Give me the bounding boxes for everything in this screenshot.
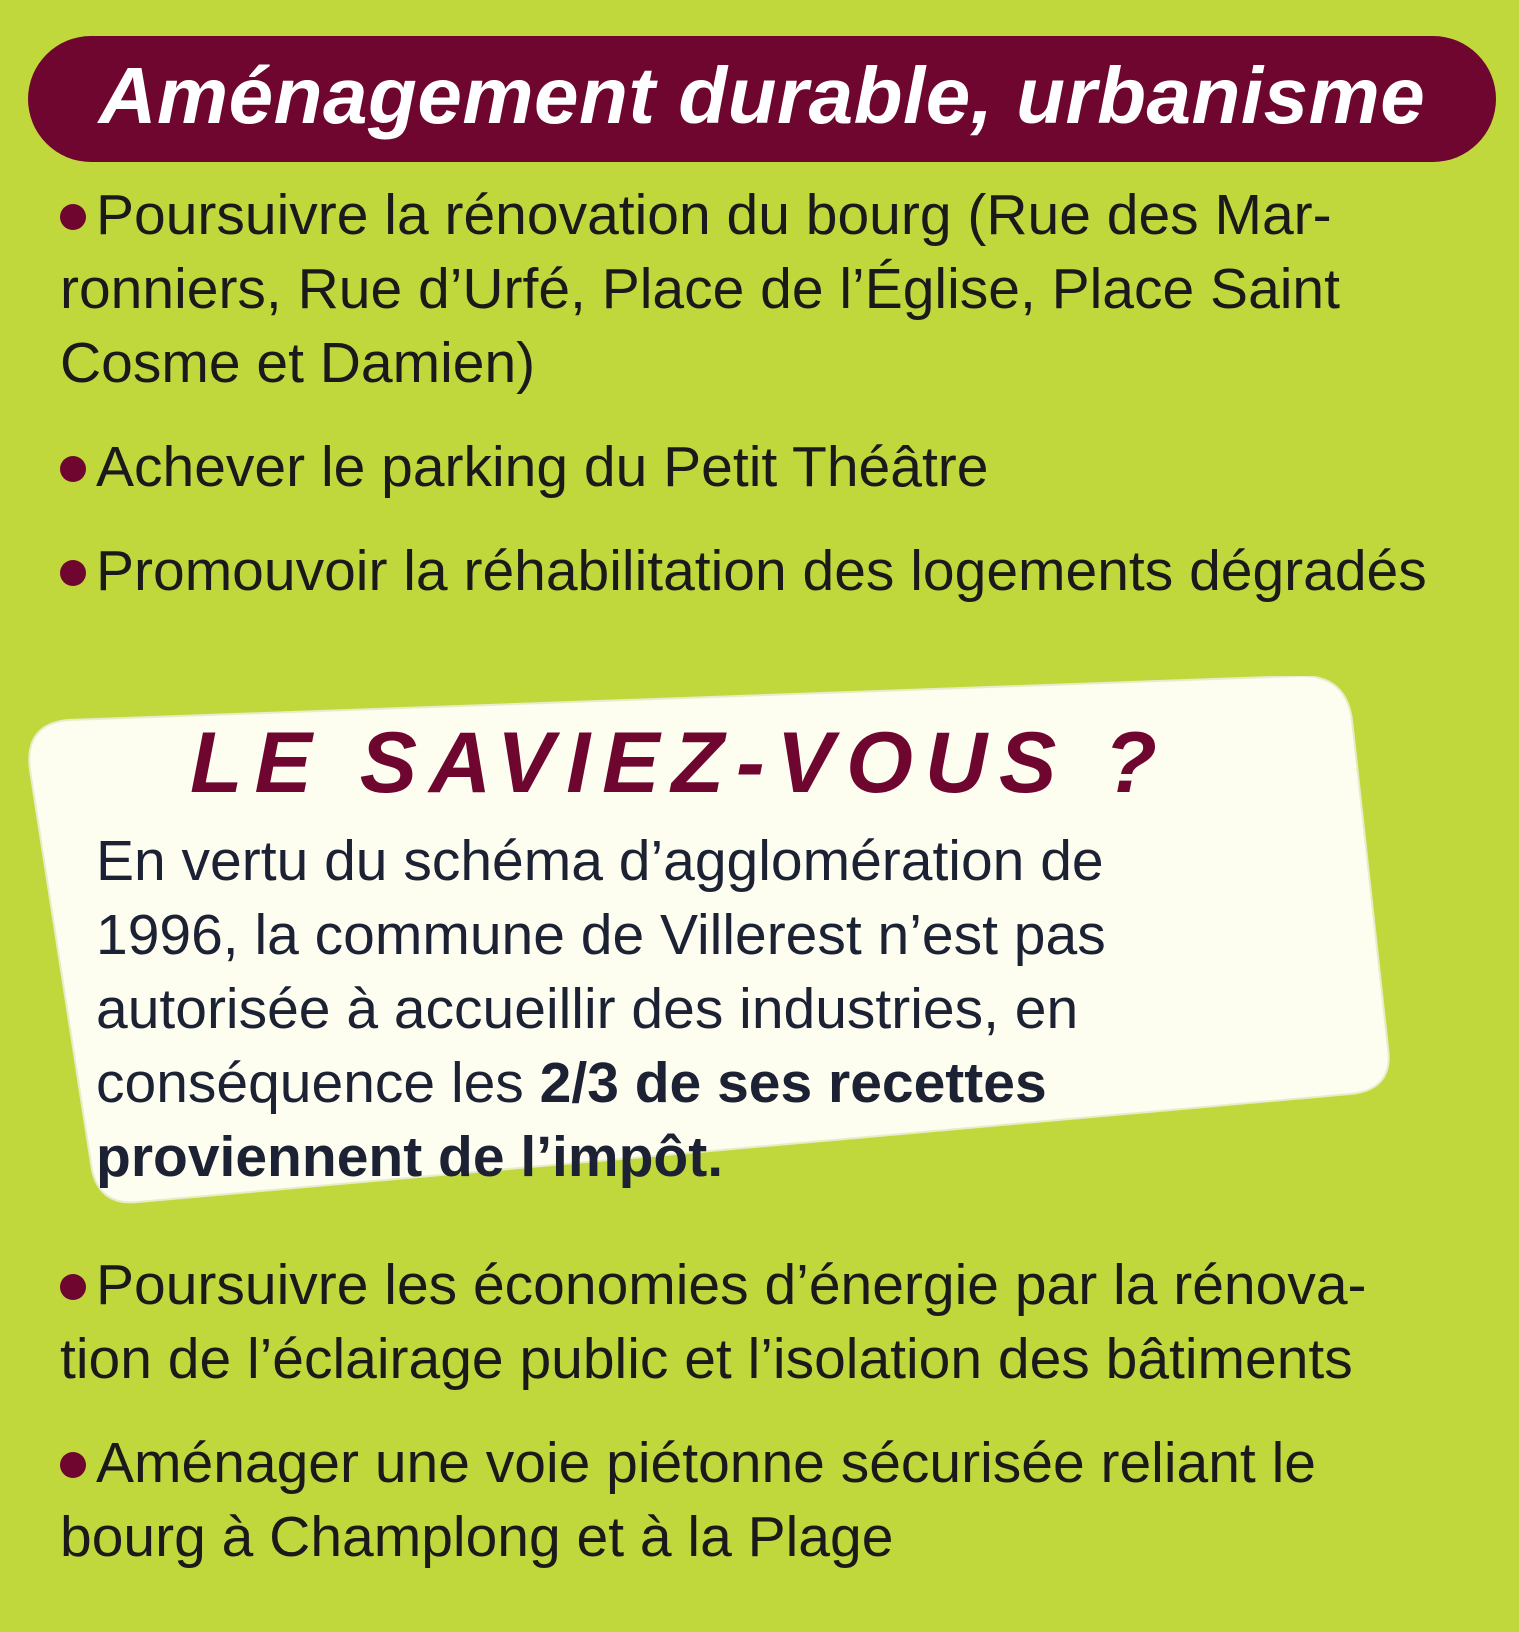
- bullet-item-voie-pietonne: [60, 1426, 1470, 1574]
- bullet-line: tion de l’éclairage public et l’isolation des bâtiments: [60, 1327, 1353, 1391]
- info-line: [96, 1120, 1396, 1194]
- bullet-line: Poursuivre la rénovation du bourg (Rue des Mar-: [60, 178, 1470, 252]
- info-line: 1996, la commune de Villerest n’est pas: [96, 903, 1106, 967]
- info-line: En vertu du schéma d’agglomération de: [96, 829, 1104, 893]
- info-emphasis: proviennent de l’impôt.: [96, 1125, 724, 1189]
- bullet-line: Promouvoir la réhabilitation des logements dégradés: [60, 534, 1470, 608]
- bullet-line: Poursuivre les économies d’énergie par la rénova-: [60, 1248, 1470, 1322]
- bullet-dot-icon: [60, 456, 86, 482]
- bullet-item-parking: [60, 430, 1470, 504]
- bullet-line: Aménager une voie piétonne sécurisée reliant le: [60, 1426, 1470, 1500]
- bullet-line: Achever le parking du Petit Théâtre: [60, 430, 1470, 504]
- bullet-dot-icon: [60, 204, 86, 230]
- info-line: autorisée à accueillir des industries, en: [96, 977, 1079, 1041]
- info-line: conséquence les 2/3 de ses recettes: [96, 1051, 1047, 1115]
- bullet-dot-icon: [60, 1274, 86, 1300]
- bullet-item-renovation: [60, 178, 1470, 400]
- page-title: Aménagement durable, urbanisme: [98, 51, 1426, 140]
- bullet-line: bourg à Champlong et à la Plage: [60, 1505, 894, 1569]
- bullet-item-logements: [60, 534, 1470, 608]
- info-emphasis: 2/3 de ses recettes: [539, 1051, 1047, 1115]
- bullet-line: Cosme et Damien): [60, 331, 536, 395]
- bullet-line: ronniers, Rue d’Urfé, Place de l’Église, Place Saint: [60, 257, 1340, 321]
- bullet-dot-icon: [60, 560, 86, 586]
- info-heading: LE SAVIEZ-VOUS ?: [190, 715, 1169, 811]
- title-banner: [28, 36, 1496, 162]
- bullet-item-energie: [60, 1248, 1470, 1396]
- bullet-dot-icon: [60, 1452, 86, 1478]
- info-body: [96, 824, 1396, 1194]
